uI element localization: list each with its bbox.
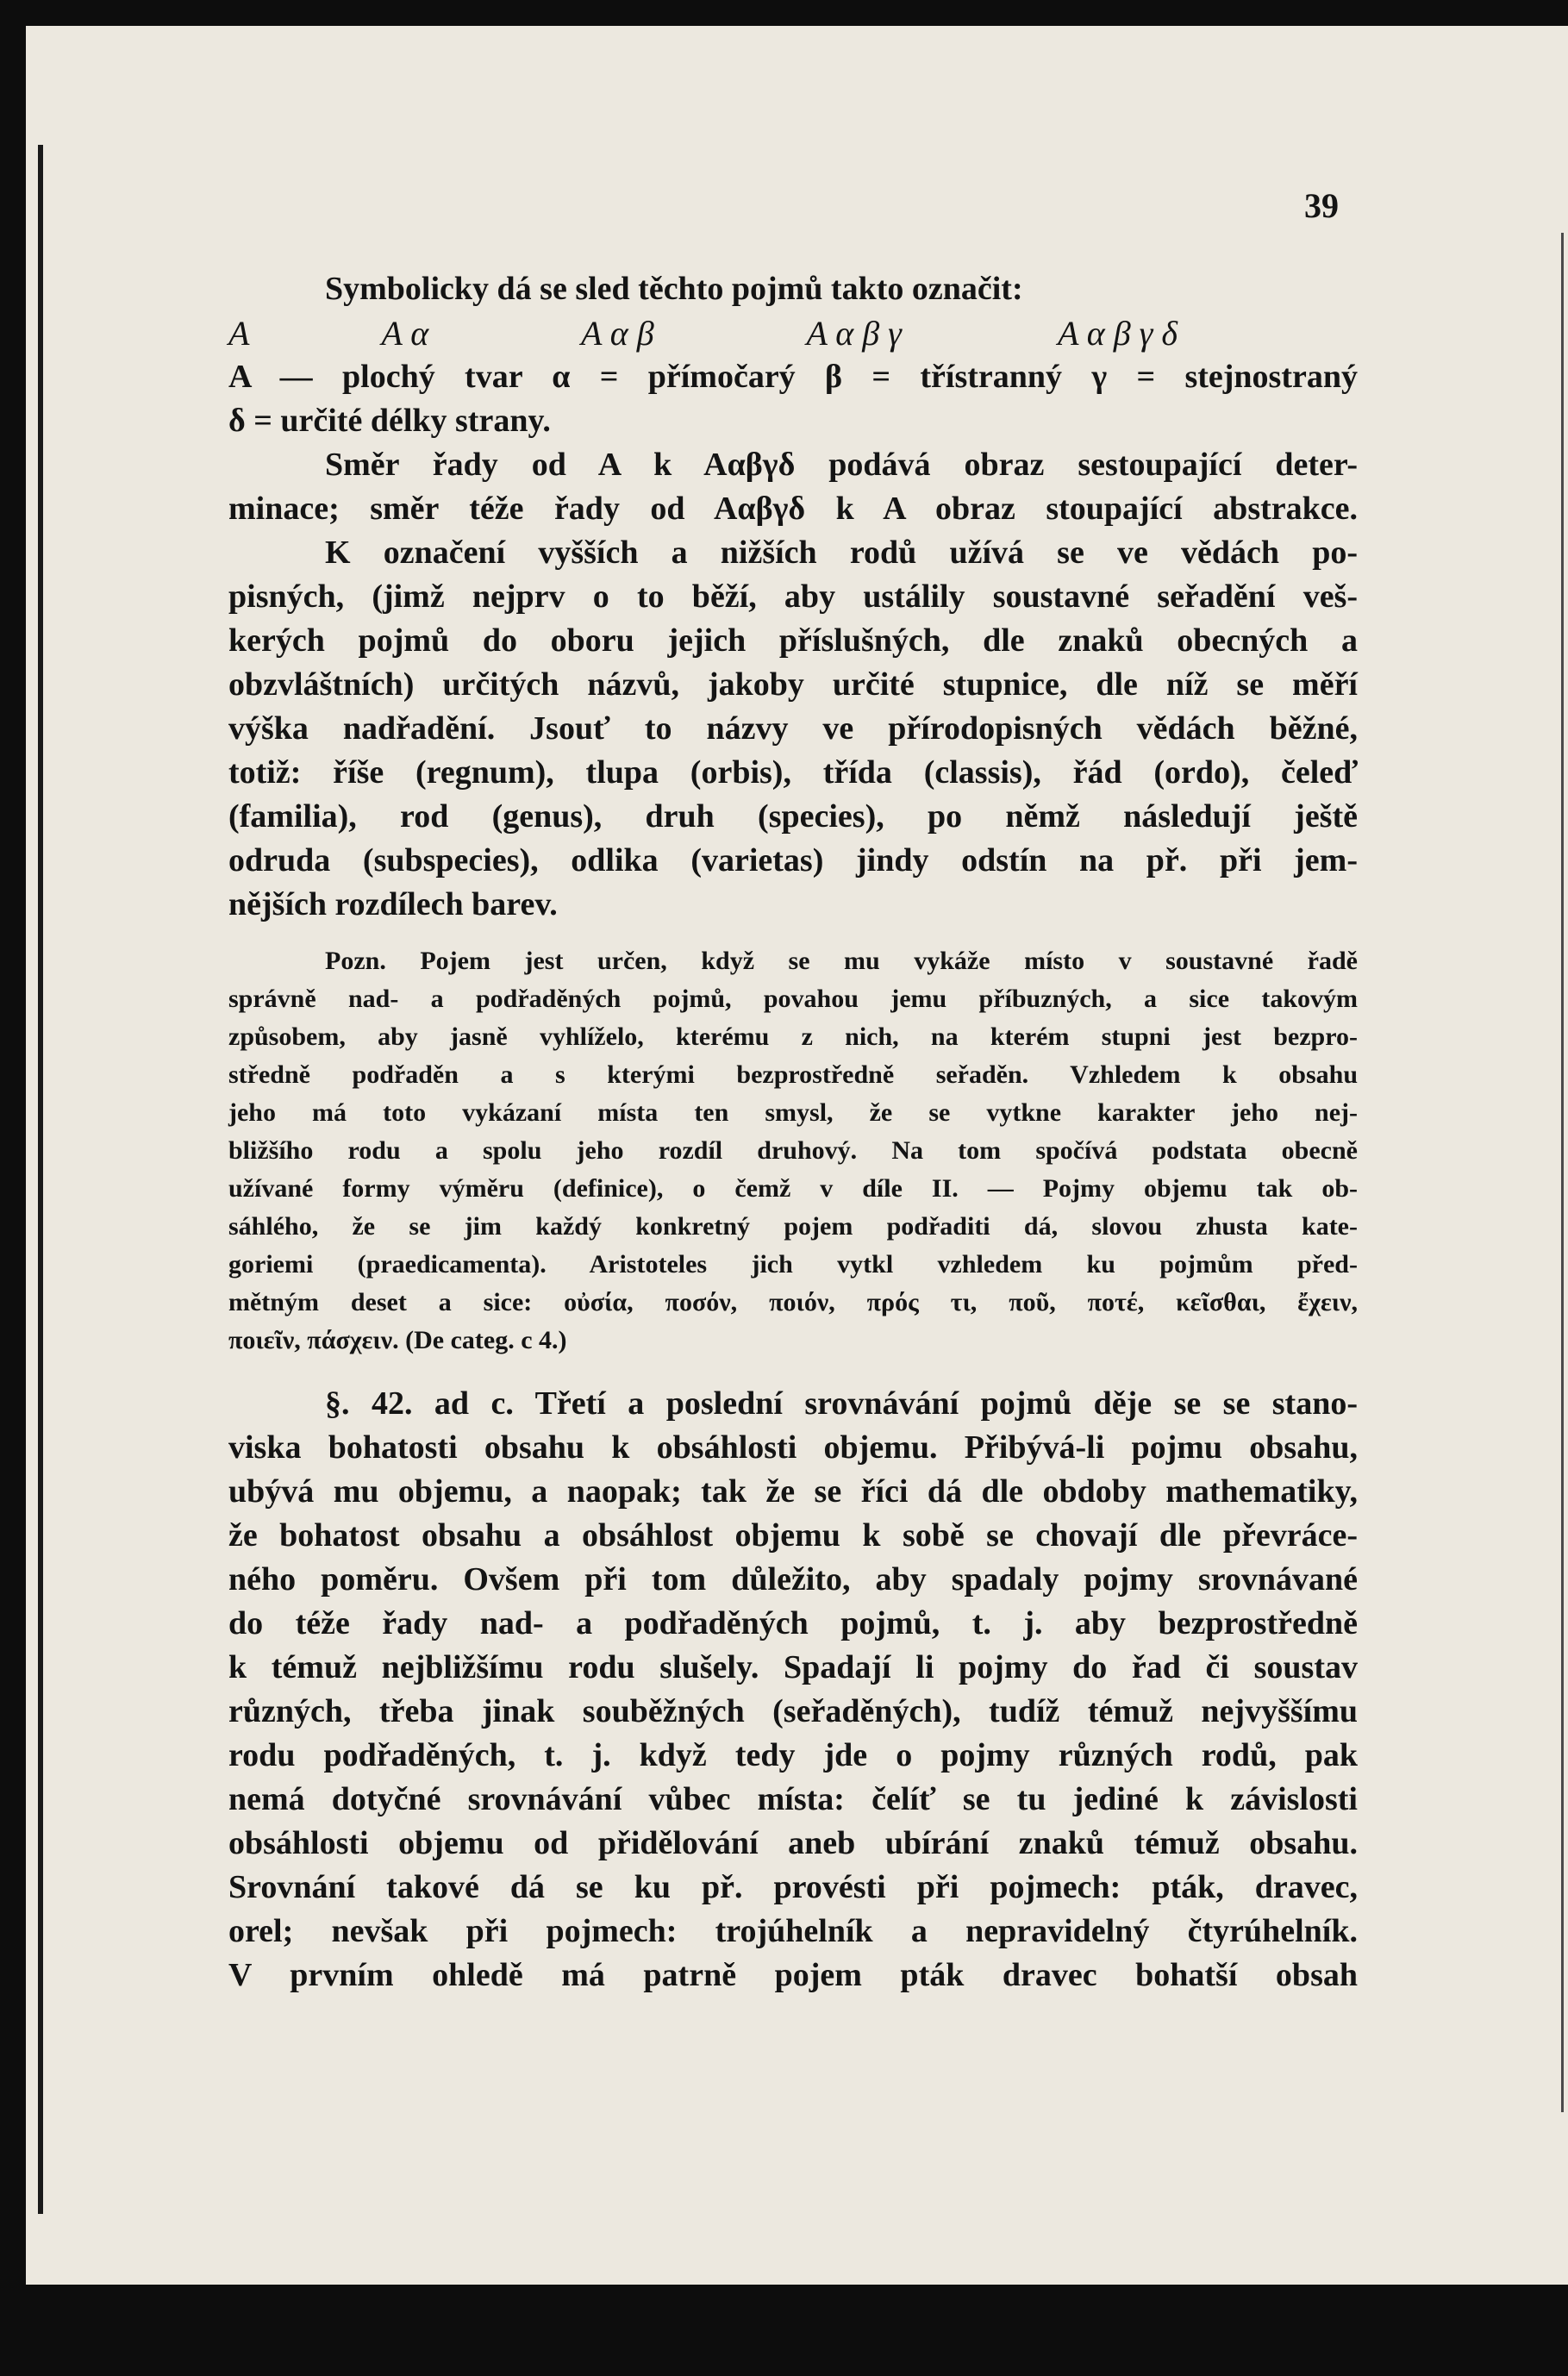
- symbol-row: [228, 311, 1358, 355]
- text-line: do téže řady nad- a podřaděných pojmů, t. j. aby bezprostředně: [228, 1605, 1358, 1641]
- text-line: různých, třeba jinak souběžných (seřaděných), tudíž témuž nejvyššímu: [228, 1693, 1358, 1729]
- symbol: A α β: [581, 314, 654, 353]
- text-line: minace; směr téže řady od Aαβγδ k A obraz stoupající abstrakce.: [228, 491, 1358, 527]
- text-line: A — plochý tvar α = přímočarý β = třístranný γ = stejnostraný: [228, 359, 1358, 395]
- text-line: K označení vyšších a nižších rodů užívá se ve vědách po-: [325, 535, 1358, 571]
- note-line: goriemi (praedicamenta). Aristoteles jich vytkl vzhledem ku pojmům před-: [228, 1250, 1358, 1279]
- note-line: mětným deset a sice: οὐσία, ποσόν, ποιόν, πρός τι, ποῦ, ποτέ, κεῖσθαι, ἔχειν,: [228, 1288, 1358, 1316]
- text-line: Srovnání takové dá se ku př. provésti při pojmech: pták, dravec,: [228, 1869, 1358, 1905]
- symbol: A: [228, 314, 250, 353]
- book-page: [26, 26, 1568, 2285]
- note-line: způsobem, aby jasně vyhlíželo, kterému z nich, na kterém stupni jest bezpro-: [228, 1022, 1358, 1051]
- text-line: orel; nevšak při pojmech: trojúhelník a nepravidelný čtyrúhelník.: [228, 1913, 1358, 1949]
- text-line: Směr řady od A k Aαβγδ podává obraz sestoupající deter-: [325, 447, 1358, 483]
- text-line: V prvním ohledě má patrně pojem pták dravec bohatší obsah: [228, 1957, 1358, 1993]
- note-line: jeho má toto vykázaní místa ten smysl, že se vytkne karakter jeho nej-: [228, 1098, 1358, 1127]
- symbol: A α β γ δ: [1058, 314, 1178, 353]
- text-line: kerých pojmů do oboru jejich příslušných, dle znaků obecných a: [228, 622, 1358, 659]
- note-line: sáhlého, že se jim každý konkretný pojem podřaditi dá, slovou zhusta kate-: [228, 1212, 1358, 1241]
- note-line: středně podřaděn a s kterými bezprostředně seřaděn. Vzhledem k obsahu: [228, 1060, 1358, 1089]
- note-line: Pozn. Pojem jest určen, když se mu vykáže místo v soustavné řadě: [325, 947, 1358, 975]
- text-line: nějších rozdílech barev.: [228, 886, 558, 922]
- section-heading-line: §. 42. ad c. Třetí a poslední srovnávání pojmů děje se se stano-: [325, 1385, 1358, 1422]
- text-line: výška nadřadění. Jsouť to názvy ve přírodopisných vědách běžné,: [228, 710, 1358, 747]
- symbol: A α: [381, 314, 429, 353]
- text-line: obsáhlosti objemu od přidělování aneb ubírání znaků témuž obsahu.: [228, 1825, 1358, 1861]
- text-line: ubývá mu objemu, a naopak; tak že se říci dá dle obdoby mathematiky,: [228, 1473, 1358, 1510]
- note-line: správně nad- a podřaděných pojmů, povahou jemu příbuzných, a sice takovým: [228, 985, 1358, 1013]
- text-line: že bohatost obsahu a obsáhlost objemu k sobě se chovají dle převráce-: [228, 1517, 1358, 1554]
- text-line: (familia), rod (genus), druh (species), po němž následují ještě: [228, 798, 1358, 835]
- footnote-block: [228, 942, 1358, 1360]
- text-line: Symbolicky dá se sled těchto pojmů takto označit:: [325, 271, 1023, 307]
- text-line: obzvláštních) určitých názvů, jakoby určité stupnice, dle níž se měří: [228, 666, 1358, 703]
- page-gutter-rule: [1561, 233, 1564, 2112]
- text-line: odruda (subspecies), odlika (varietas) jindy odstín na př. při jem-: [228, 842, 1358, 878]
- text-line: nemá dotyčné srovnávání vůbec místa: čelíť se tu jediné k závislosti: [228, 1781, 1358, 1817]
- text-line: rodu podřaděných, t. j. když tedy jde o pojmy různých rodů, pak: [228, 1737, 1358, 1773]
- text-line: totiž: říše (regnum), tlupa (orbis), třída (classis), řád (ordo), čeleď: [228, 754, 1358, 791]
- text-line: viska bohatosti obsahu k obsáhlosti objemu. Přibývá-li pojmu obsahu,: [228, 1429, 1358, 1466]
- page-number: 39: [1304, 186, 1339, 225]
- text-line: k témuž nejbližšímu rodu slušely. Spadají li pojmy do řad či soustav: [228, 1649, 1358, 1685]
- page-content: [228, 185, 1358, 1998]
- text-line: ného poměru. Ovšem při tom důležito, aby spadaly pojmy srovnávané: [228, 1561, 1358, 1598]
- note-line: užívané formy výměru (definice), o čemž v díle II. — Pojmy objemu tak ob-: [228, 1174, 1358, 1203]
- text-line: δ = určité délky strany.: [228, 403, 551, 439]
- symbol: A α β γ: [806, 314, 902, 353]
- text-line: pisných, (jimž nejprv o to běží, aby ustálily soustavné seřadění veš-: [228, 578, 1358, 615]
- note-line: bližšího rodu a spolu jeho rozdíl druhový. Na tom spočívá podstata obecně: [228, 1136, 1358, 1165]
- note-line: ποιεῖν, πάσχειν. (De categ. c 4.): [228, 1326, 567, 1354]
- page-edge-rule: [38, 145, 43, 2214]
